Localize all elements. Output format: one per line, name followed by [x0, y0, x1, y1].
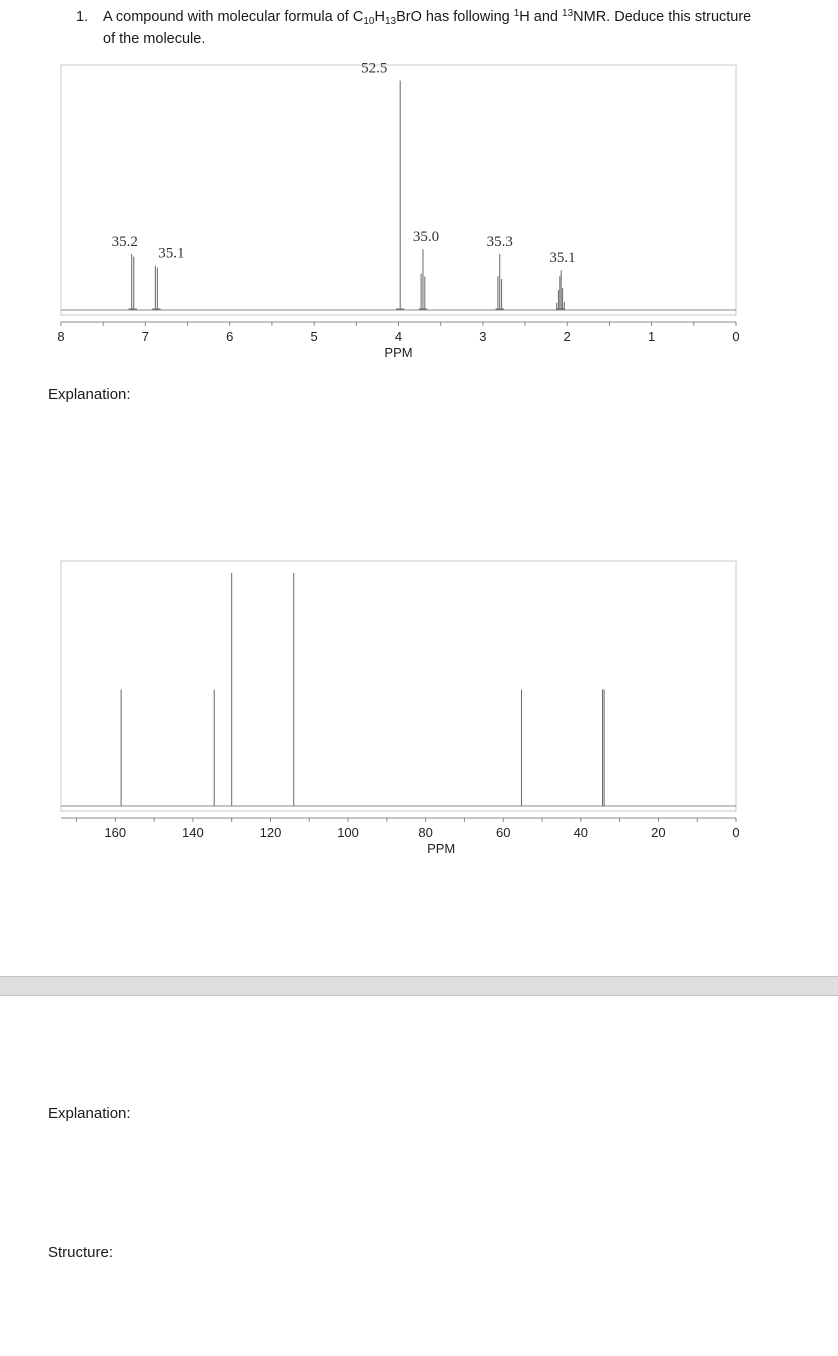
- x-tick-label: 160: [104, 825, 127, 840]
- h-nmr-spectrum: [0, 60, 838, 370]
- h-nmr-peak-label: 35.0: [412, 229, 440, 246]
- question-number: 1.: [76, 9, 89, 25]
- question-text-part: H and: [519, 9, 563, 25]
- x-tick-label: 2: [563, 329, 571, 344]
- question-text: [103, 6, 763, 50]
- section-divider: [0, 976, 838, 996]
- x-tick-label: 1: [648, 329, 656, 344]
- x-tick-label: 40: [573, 825, 589, 840]
- h-nmr-peak-label: 35.1: [158, 245, 185, 262]
- x-axis-title: PPM: [427, 841, 456, 856]
- subscript-hydrogen-count: 13: [384, 16, 397, 27]
- question-text-part: NMR. Deduce this structure of the molecule.: [103, 9, 752, 47]
- x-tick-label: 60: [496, 825, 511, 840]
- h-nmr-peak-label: 35.3: [486, 233, 513, 250]
- x-tick-label: 8: [57, 329, 65, 344]
- x-tick-label: 4: [394, 329, 403, 344]
- structure-label: Structure:: [48, 1244, 114, 1261]
- superscript-1: 1: [513, 8, 520, 19]
- h-nmr-peak-label: 35.1: [549, 250, 576, 267]
- x-tick-label: 3: [479, 329, 487, 344]
- x-axis-title: PPM: [384, 345, 413, 360]
- question-text-part: A compound with molecular formula of C: [103, 9, 364, 25]
- c-nmr-spectrum: [0, 556, 838, 866]
- x-tick-label: 20: [651, 825, 666, 840]
- x-tick-label: 5: [310, 329, 318, 344]
- explanation-label: Explanation:: [48, 386, 131, 403]
- plot-frame: [61, 65, 736, 315]
- x-tick-label: 120: [259, 825, 282, 840]
- question-text-part: BrO has following: [396, 9, 514, 25]
- h-nmr-peak-label: 35.2: [111, 233, 138, 250]
- superscript-13: 13: [562, 8, 574, 19]
- plot-frame: [61, 561, 736, 811]
- x-tick-label: 80: [418, 825, 433, 840]
- question-text-part: H: [374, 9, 385, 25]
- x-tick-label: 100: [337, 825, 359, 840]
- h-nmr-peak-label: 52.5: [361, 60, 388, 77]
- x-tick-label: 0: [732, 329, 740, 344]
- x-tick-label: 140: [182, 825, 204, 840]
- explanation-label: Explanation:: [48, 1105, 131, 1122]
- x-tick-label: 6: [226, 329, 234, 344]
- x-tick-label: 0: [732, 825, 740, 840]
- x-tick-label: 7: [141, 329, 149, 344]
- subscript-carbon-count: 10: [363, 16, 375, 27]
